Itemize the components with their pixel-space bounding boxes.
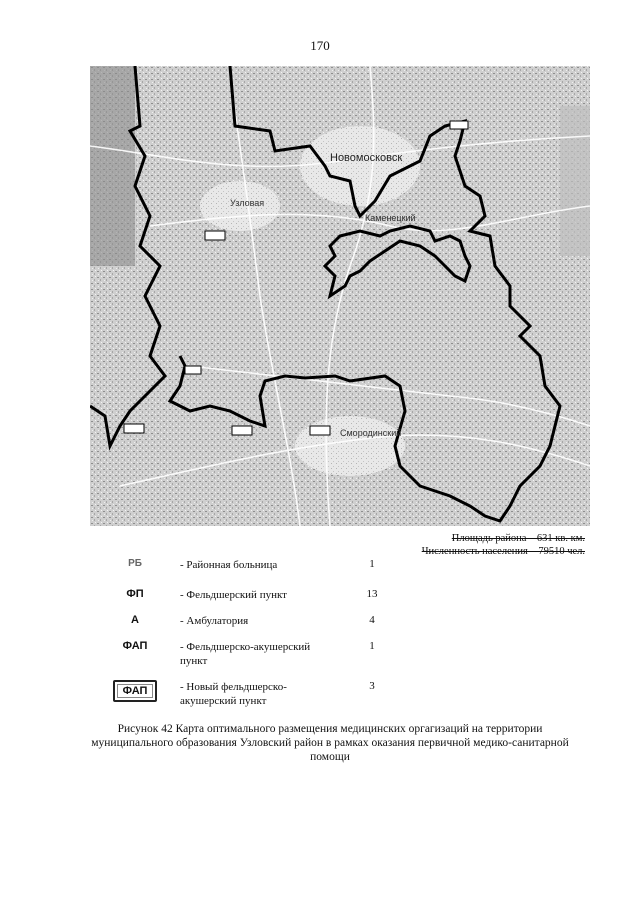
legend-symbol: ФП	[126, 588, 144, 600]
legend-symbol: А	[131, 614, 139, 626]
legend-description: - Амбулатория	[180, 615, 249, 627]
legend-count: 4	[369, 614, 375, 626]
map-image	[90, 66, 590, 526]
legend-count: 1	[369, 558, 375, 570]
map-label-place-2: Каменецкий	[365, 213, 416, 223]
map-label-place-1: Узловая	[230, 198, 265, 208]
legend-count: 13	[366, 588, 378, 600]
map-stats	[422, 532, 585, 558]
area-stat: Площадь района – 631 кв. км.	[451, 533, 585, 544]
legend-symbol: РБ	[128, 558, 142, 569]
legend-count: 1	[369, 640, 375, 652]
district-map	[90, 66, 590, 526]
legend-description: - Фельдшерско-акушерский пункт	[180, 641, 311, 667]
figure-caption: Рисунок 42 Карта оптимального размещения медицинских оргагизаций на территории муниципального образования Узловский район в рамках оказания первичной медико-санитарной помощи	[91, 723, 569, 763]
population-stat: Численность населения – 79510 чел.	[421, 546, 585, 557]
legend-symbol-boxed: ФАП	[113, 680, 158, 702]
legend-symbol: ФАП	[122, 640, 148, 652]
legend-description: - Фельдшерский пункт	[180, 589, 287, 601]
legend-count: 3	[369, 680, 375, 692]
legend-description: - Новый фельдшерско-акушерский пункт	[180, 681, 287, 707]
legend-description: - Районная больница	[180, 559, 278, 571]
map-label-town: Новомосковск	[330, 152, 403, 164]
page-number: 170	[310, 38, 330, 53]
map-label-place-3: Смородинский	[340, 428, 402, 438]
